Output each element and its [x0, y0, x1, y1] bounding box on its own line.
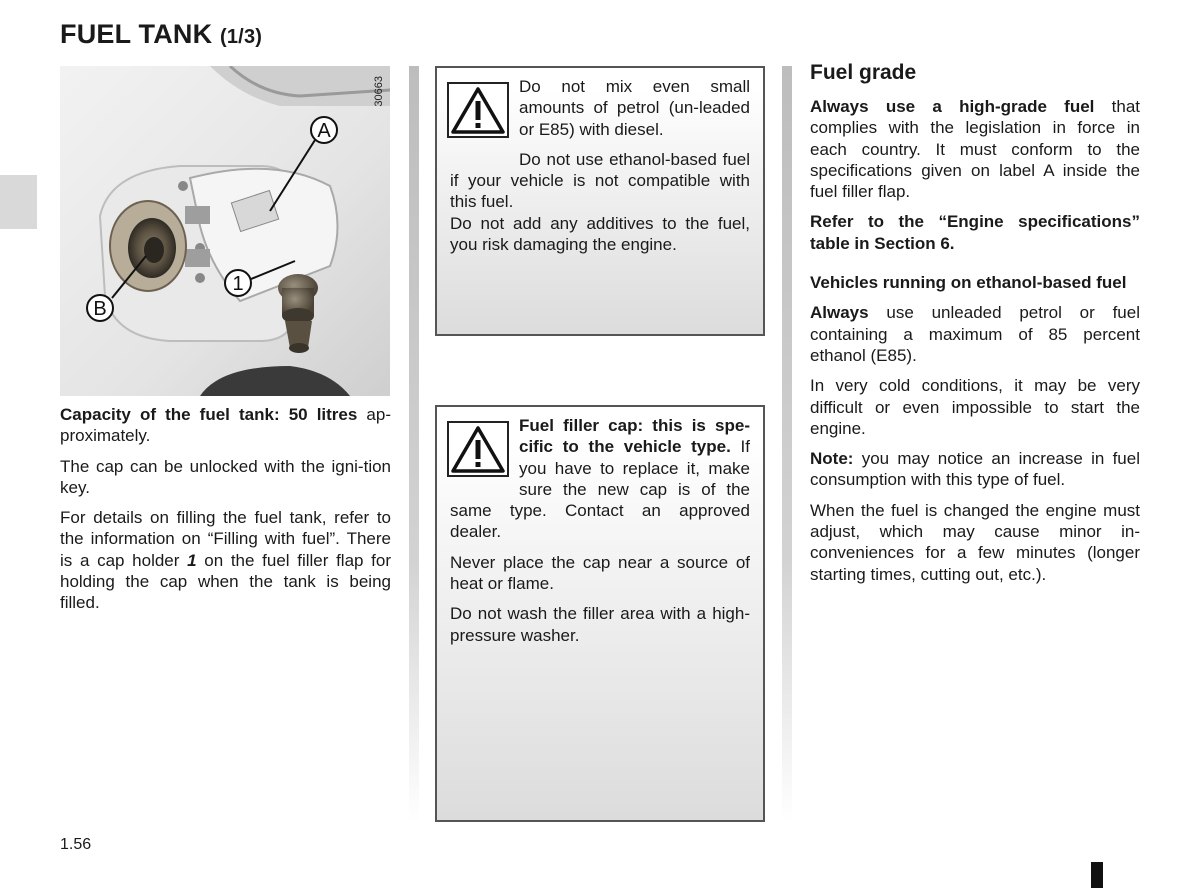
- label-1: 1: [232, 273, 244, 295]
- page-number: 1.56: [60, 836, 92, 853]
- filling-text-a: For details on filling the fuel tank, refer to the information on “Filling with fuel”. There is a cap holder: [60, 508, 391, 570]
- corner-mark: [1091, 862, 1103, 888]
- warning-box-filler-cap: [435, 405, 765, 822]
- engine-spec-bold: Refer to the “Engine specifications” table in Section 6.: [810, 212, 1140, 253]
- ethanol-rest: use unleaded petrol or fuel containing a maximum of 85 percent ethanol (E85).: [810, 303, 1140, 365]
- fuel-grade-heading: Fuel grade: [810, 61, 917, 84]
- fuel-grade-paragraph: [810, 96, 1140, 202]
- warning1-text3: Do not add any additives to the fuel, you risk damaging the engine.: [450, 213, 750, 255]
- note-paragraph: [810, 448, 1140, 491]
- title-main: FUEL TANK: [60, 19, 213, 49]
- warning-box-fuel-mixing: [435, 66, 765, 336]
- warning2-rest: If you have to replace it, make sure the new cap is of the same type. Contact an approved dealer.: [450, 437, 751, 542]
- column-divider-right: [782, 66, 792, 822]
- filling-text-b: on the fuel filler flap for holding the cap when the tank is being filled.: [60, 550, 391, 613]
- left-column: [60, 404, 391, 623]
- page-title: [60, 19, 262, 50]
- engine-adjust-paragraph: When the fuel is changed the engine must adjust, which may cause minor in-conveniences for a few minutes (longer starting times, cutting out, etc.).: [810, 500, 1140, 584]
- cold-conditions-paragraph: In very cold conditions, it may be very difficult or even impossible to start the engine.: [810, 376, 1140, 438]
- warning2-text2: Never place the cap near a source of heat or flame.: [450, 552, 750, 594]
- label-b: B: [93, 298, 107, 320]
- fuel-filler-illustration: [60, 66, 390, 396]
- capacity-paragraph: [60, 404, 391, 447]
- capacity-rest: ap-proximately.: [60, 405, 391, 446]
- note-rest: you may notice an increase in fuel consumption with this type of fuel.: [810, 449, 1140, 490]
- warning1-text1: Do not mix even small amounts of petrol (un-leaded or E85) with diesel.: [519, 77, 750, 139]
- column-divider-left: [409, 66, 419, 822]
- title-sub: (1/3): [220, 26, 263, 48]
- label-a: A: [317, 120, 331, 142]
- capacity-bold: Capacity of the fuel tank: 50 litres: [60, 405, 358, 424]
- unlock-paragraph: The cap can be unlocked with the igni-tion key.: [60, 456, 391, 497]
- ethanol-bold: Always: [810, 303, 869, 323]
- right-column: [810, 61, 1140, 594]
- ethanol-subheading-text: Vehicles running on ethanol-based fuel: [810, 273, 1127, 293]
- ethanol-paragraph: [810, 302, 1140, 366]
- note-bold: Note:: [810, 449, 854, 469]
- section-tab: [0, 175, 37, 229]
- warning-triangle-icon: [447, 82, 509, 138]
- photo-code: 30663: [373, 76, 385, 107]
- engine-spec-reference: [810, 211, 1140, 254]
- filling-paragraph: [60, 507, 391, 613]
- warning-triangle-icon: [447, 421, 509, 477]
- warning2-text3: Do not wash the filler area with a high-pressure washer.: [450, 604, 750, 645]
- ethanol-subheading: [810, 272, 1140, 293]
- warning1-text2: Do not use ethanol-based fuel if your vehicle is not compatible with this fuel.: [450, 149, 750, 212]
- fuel-filler-photo: [60, 66, 390, 396]
- fuel-grade-bold: Always use a high-grade fuel: [810, 97, 1095, 116]
- fuel-grade-rest: that complies with the legislation in force in each country. It must conform to the specifications given on label A inside the fuel filler flap.: [810, 97, 1140, 202]
- warning2-bold: Fuel filler cap: this is spe-cific to the vehicle type.: [519, 416, 750, 457]
- cap-holder-number: 1: [187, 550, 197, 570]
